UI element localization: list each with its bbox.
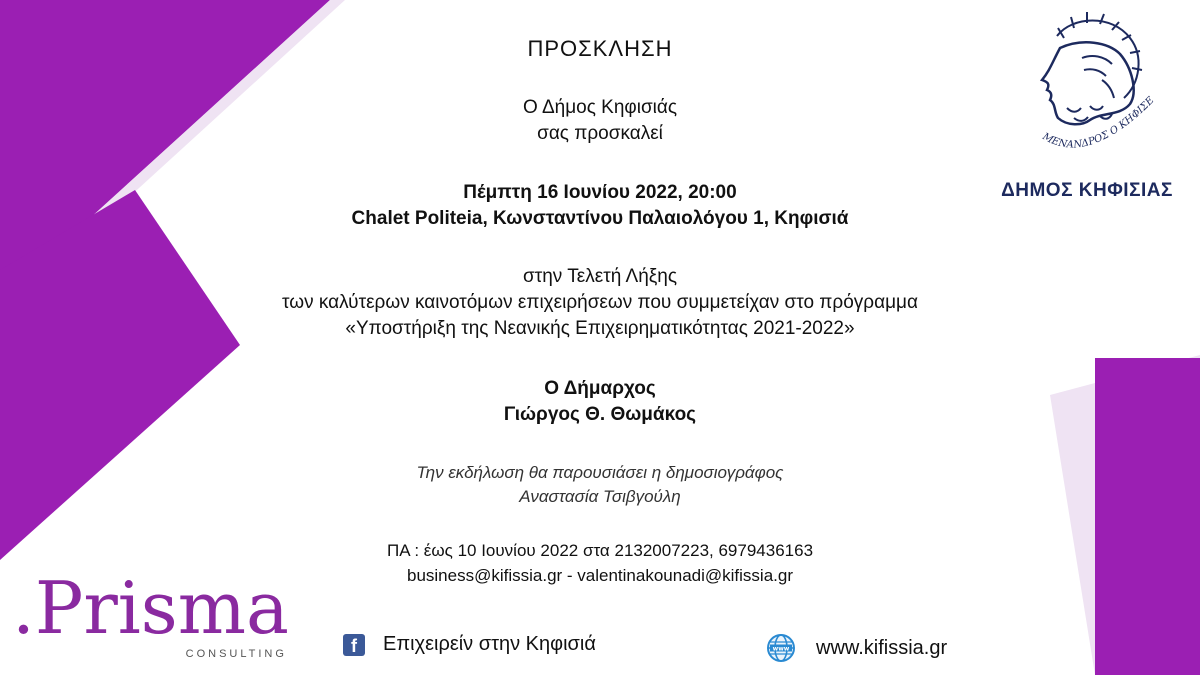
prisma-logo <box>12 566 289 660</box>
globe-icon <box>766 633 796 663</box>
rsvp-line: ΠΑ : έως 10 Ιουνίου 2022 στα 2132007223, 6979436163 <box>386 541 814 560</box>
invitation-title: ΠΡΟΣΚΛΗΣΗ <box>527 36 673 61</box>
prisma-wordmark: .Prisma <box>12 566 289 650</box>
website-label: www.kifissia.gr <box>816 636 948 659</box>
mayor-name: Γιώργος Θ. Θωμάκος <box>503 404 697 425</box>
presenter-line-2: Αναστασία Τσιβγούλη <box>519 487 681 506</box>
menandros-seal <box>1012 8 1162 173</box>
svg-text:www: www <box>772 645 790 653</box>
website-link[interactable] <box>766 633 947 663</box>
event-date-time: Πέμπτη 16 Ιουνίου 2022, 20:00 <box>463 182 737 203</box>
municipality-name: ΔΗΜΟΣ ΚΗΦΙΣΙΑΣ <box>1001 180 1173 201</box>
seal-text: ΜΕΝΑΝΔΡΟΣ Ο ΚΗΦΙΣΕ <box>1040 95 1157 151</box>
prisma-subtitle: CONSULTING <box>185 648 287 660</box>
event-description-2: των καλύτερων καινοτόμων επιχειρήσεων που συμμετείχαν στο πρόγραμμα <box>282 292 918 313</box>
facebook-icon: f <box>343 634 365 656</box>
host-line-2: σας προσκαλεί <box>537 123 663 144</box>
presenter-line-1: Την εκδήλωση θα παρουσιάσει η δημοσιογράφος <box>416 463 784 482</box>
municipality-logo <box>992 8 1182 202</box>
facebook-link[interactable] <box>343 633 596 656</box>
facebook-label: Επιχειρείν στην Κηφισιά <box>383 633 596 655</box>
event-venue: Chalet Politeia, Κωνσταντίνου Παλαιολόγου 1, Κηφισιά <box>351 208 849 229</box>
event-description-1: στην Τελετή Λήξης <box>523 266 677 287</box>
host-line-1: Ο Δήμος Κηφισιάς <box>522 97 678 118</box>
contact-emails: business@kifissia.gr - valentinakounadi@kifissia.gr <box>406 566 793 585</box>
mayor-title: Ο Δήμαρχος <box>544 378 656 399</box>
event-description-3: «Υποστήριξη της Νεανικής Επιχειρηματικότητας 2021-2022» <box>345 318 855 339</box>
